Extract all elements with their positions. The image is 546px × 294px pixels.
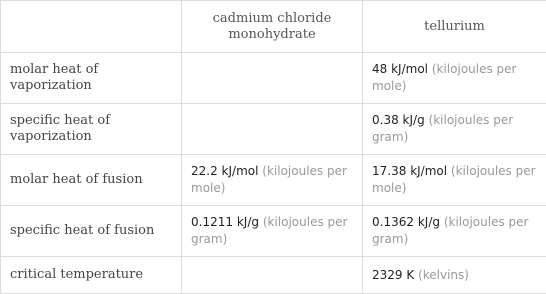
value-number: 17.38 <box>372 164 406 178</box>
table-row <box>1 104 546 155</box>
header-tellurium: tellurium <box>363 1 546 53</box>
value-unit-long: (kilojoules per mole) <box>372 164 536 195</box>
cadmium-value-cell <box>182 206 363 257</box>
header-row <box>1 1 546 53</box>
value-number: 22.2 <box>191 164 218 178</box>
value-unit-long: (kilojoules per gram) <box>191 215 347 246</box>
value-unit-long: (kilojoules per mole) <box>372 62 516 93</box>
table-row <box>1 206 546 257</box>
tellurium-value-cell <box>363 53 546 104</box>
row-label: specific heat of vaporization <box>1 104 182 155</box>
tellurium-value-cell <box>363 257 546 294</box>
header-cadmium-chloride-monohydrate: cadmium chloride monohydrate <box>182 1 363 53</box>
cadmium-value-cell <box>182 257 363 294</box>
table-row <box>1 53 546 104</box>
cadmium-value-cell <box>182 53 363 104</box>
table-row <box>1 257 546 294</box>
value-number: 0.1362 <box>372 215 414 229</box>
tellurium-value-cell <box>363 155 546 206</box>
value-unit-long: (kilojoules per gram) <box>372 113 513 144</box>
value-unit: kJ/g <box>418 215 440 229</box>
header-corner-cell <box>1 1 182 53</box>
tellurium-value-cell <box>363 206 546 257</box>
table-row <box>1 155 546 206</box>
tellurium-value-cell <box>363 104 546 155</box>
cadmium-value-cell <box>182 155 363 206</box>
value-unit: kJ/mol <box>391 62 428 76</box>
value-number: 0.1211 <box>191 215 233 229</box>
value-unit-long: (kelvins) <box>418 268 469 282</box>
value-unit: kJ/mol <box>410 164 447 178</box>
value-unit: K <box>406 268 414 282</box>
value-number: 2329 <box>372 268 403 282</box>
value-number: 0.38 <box>372 113 399 127</box>
value-unit-long: (kilojoules per gram) <box>372 215 528 246</box>
row-label: molar heat of fusion <box>1 155 182 206</box>
row-label: specific heat of fusion <box>1 206 182 257</box>
row-label: critical temperature <box>1 257 182 294</box>
value-unit-long: (kilojoules per mole) <box>191 164 347 195</box>
value-unit: kJ/g <box>237 215 259 229</box>
cadmium-value-cell <box>182 104 363 155</box>
row-label: molar heat of vaporization <box>1 53 182 104</box>
value-unit: kJ/mol <box>222 164 259 178</box>
value-unit: kJ/g <box>403 113 425 127</box>
value-number: 48 <box>372 62 387 76</box>
